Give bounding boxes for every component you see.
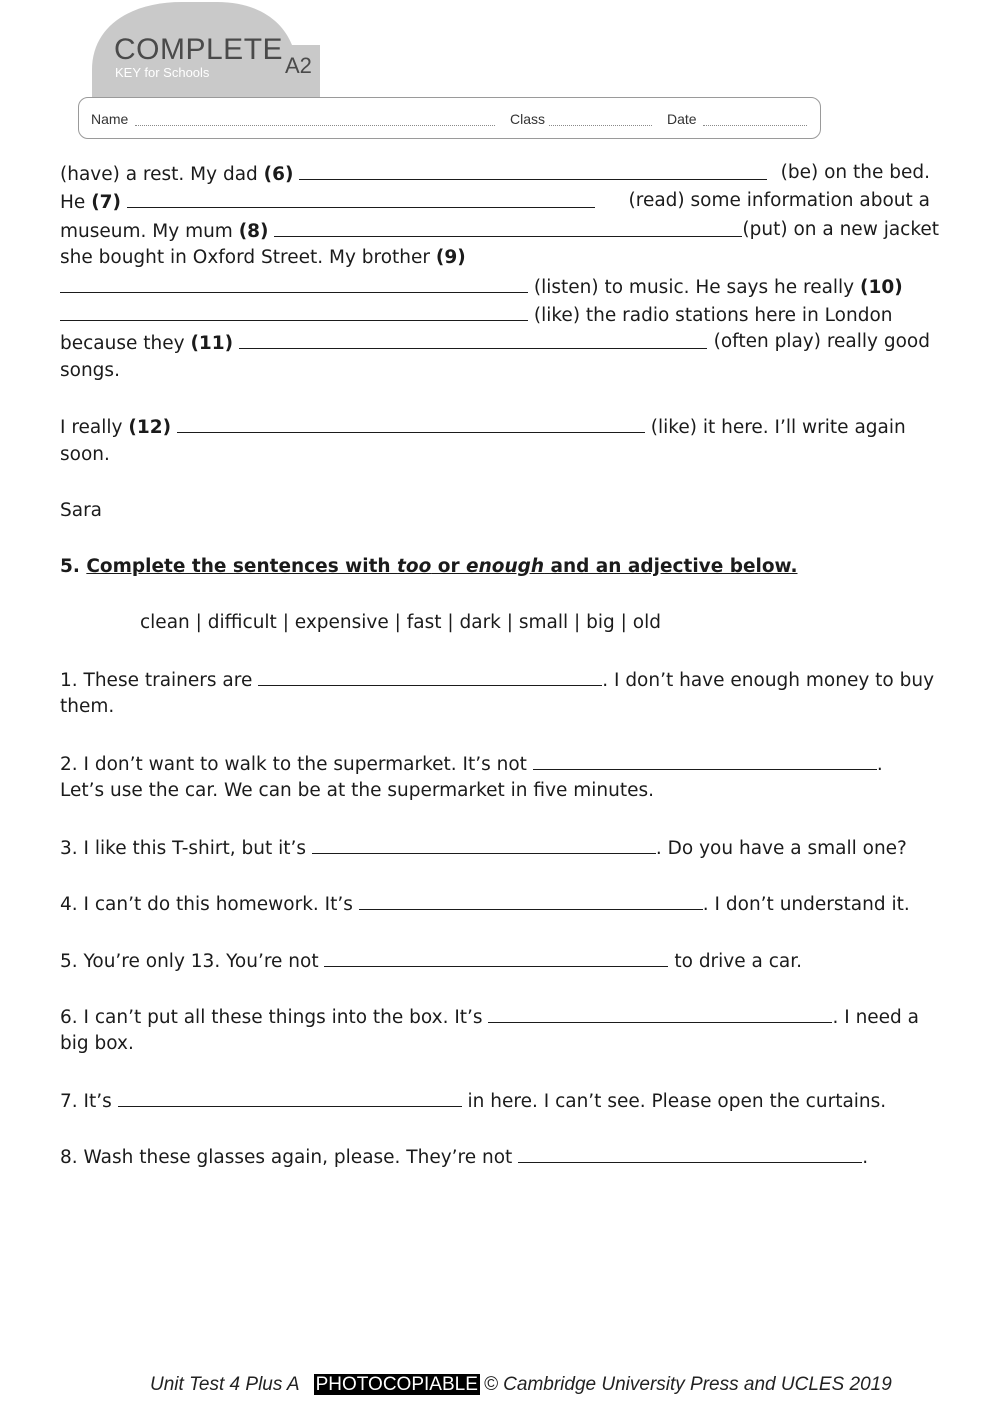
text: museum. My mum	[60, 221, 239, 242]
text: He	[60, 192, 92, 213]
date-label: Date	[667, 111, 697, 127]
text: in here. I can’t see. Please open the curtains.	[461, 1091, 887, 1112]
word-bank: clean | difficult | expensive | fast | dark | small | big | old	[140, 612, 661, 633]
exercise-5-instruction	[60, 553, 798, 581]
sentence-7	[60, 1086, 886, 1116]
copyright: © Cambridge University Press and UCLES 2019	[483, 1374, 892, 1395]
letter-line-6	[60, 300, 893, 330]
logo-level: A2	[285, 53, 312, 78]
text: .	[876, 754, 883, 775]
signature: Sara	[60, 500, 103, 521]
answer-blank-9[interactable]	[60, 272, 528, 293]
letter-line-8: songs.	[60, 360, 120, 381]
gap-number: (8)	[238, 221, 269, 242]
sentence-5	[60, 946, 802, 976]
text: (listen) to music. He says he really	[528, 277, 861, 298]
letter-line-3	[60, 216, 940, 246]
text: (often play) really good	[713, 331, 930, 352]
answer-blank-7[interactable]	[127, 187, 595, 208]
answer-blank-s2[interactable]	[533, 749, 877, 770]
exercise-number: 5.	[60, 556, 80, 577]
sentence-3	[60, 833, 907, 863]
answer-blank-s6[interactable]	[488, 1002, 832, 1023]
text: I really	[60, 417, 129, 438]
answer-blank-s4[interactable]	[359, 889, 703, 910]
answer-blank-s5[interactable]	[324, 946, 668, 967]
text: (put) on a new jacket	[742, 219, 940, 240]
letter-line-7	[60, 328, 930, 358]
text: 7. It’s	[60, 1091, 118, 1112]
logo-subtitle: KEY for Schools	[115, 65, 210, 80]
answer-blank-s1[interactable]	[258, 665, 602, 686]
answer-blank-11[interactable]	[239, 328, 707, 349]
text: Complete the sentences with	[86, 556, 398, 577]
answer-blank-s7[interactable]	[118, 1086, 462, 1107]
gap-number: (9)	[435, 247, 466, 268]
text: 1. These trainers are	[60, 670, 259, 691]
text: (read) some information about a	[628, 190, 930, 211]
answer-blank-s8[interactable]	[518, 1142, 862, 1163]
sentence-1	[60, 665, 935, 695]
name-field[interactable]	[135, 125, 495, 126]
letter-line-10: soon.	[60, 444, 110, 465]
gap-number: (6)	[263, 164, 294, 185]
student-info-bar	[78, 97, 821, 139]
letter-line-5	[60, 272, 903, 302]
answer-blank-10[interactable]	[60, 300, 528, 321]
page-footer	[150, 1373, 892, 1397]
text: (like) it here. I’ll write again	[644, 417, 906, 438]
text: . I don’t have enough money to buy	[602, 670, 935, 691]
text: . I don’t understand it.	[702, 894, 910, 915]
sentence-8	[60, 1142, 868, 1172]
text: 8. Wash these glasses again, please. They’re not	[60, 1147, 519, 1168]
gap-number: (12)	[128, 417, 172, 438]
date-field[interactable]	[703, 125, 807, 126]
answer-blank-12[interactable]	[177, 412, 645, 433]
text: 5. You’re only 13. You’re not	[60, 951, 325, 972]
text: because they	[60, 333, 191, 354]
gap-number: (7)	[91, 192, 121, 213]
letter-line-9	[60, 412, 906, 442]
sentence-4	[60, 889, 910, 919]
text: (be) on the bed.	[780, 162, 930, 183]
text: enough	[466, 556, 545, 577]
text: too	[397, 556, 432, 577]
answer-blank-s3[interactable]	[312, 833, 656, 854]
gap-number: (10)	[860, 277, 903, 298]
text: 6. I can’t put all these things into the box. It’s	[60, 1007, 489, 1028]
name-label: Name	[91, 111, 129, 127]
answer-blank-6[interactable]	[299, 159, 767, 180]
text: she bought in Oxford Street. My brother	[60, 247, 436, 268]
gap-number: (11)	[190, 333, 234, 354]
sentence-1-cont: them.	[60, 696, 115, 717]
unit-label: Unit Test 4 Plus A	[150, 1374, 300, 1395]
answer-blank-8[interactable]	[274, 216, 742, 237]
text: (like) the radio stations here in London	[528, 305, 893, 326]
logo-title: COMPLETE	[114, 33, 284, 66]
photocopiable-badge: PHOTOCOPIABLE	[315, 1374, 478, 1395]
text: 3. I like this T-shirt, but it’s	[60, 838, 312, 859]
text: (have) a rest. My dad	[60, 164, 264, 185]
class-field[interactable]	[549, 125, 652, 126]
letter-line-2	[60, 187, 930, 217]
text: .	[862, 1147, 869, 1168]
sentence-2-cont: Let’s use the car. We can be at the supermarket in five minutes.	[60, 780, 655, 801]
sentence-6	[60, 1002, 930, 1032]
letter-line-1	[60, 159, 930, 189]
letter-line-4	[60, 244, 466, 272]
text: 2. I don’t want to walk to the supermarket. It’s not	[60, 754, 533, 775]
text: and an adjective below.	[544, 556, 798, 577]
text: or	[431, 556, 467, 577]
complete-key-logo	[92, 0, 322, 100]
text: . I need a	[832, 1007, 920, 1028]
sentence-6-cont: big box.	[60, 1033, 134, 1054]
text: 4. I can’t do this homework. It’s	[60, 894, 359, 915]
sentence-2	[60, 749, 883, 779]
text: . Do you have a small one?	[655, 838, 907, 859]
text: to drive a car.	[668, 951, 803, 972]
class-label: Class	[510, 111, 546, 127]
